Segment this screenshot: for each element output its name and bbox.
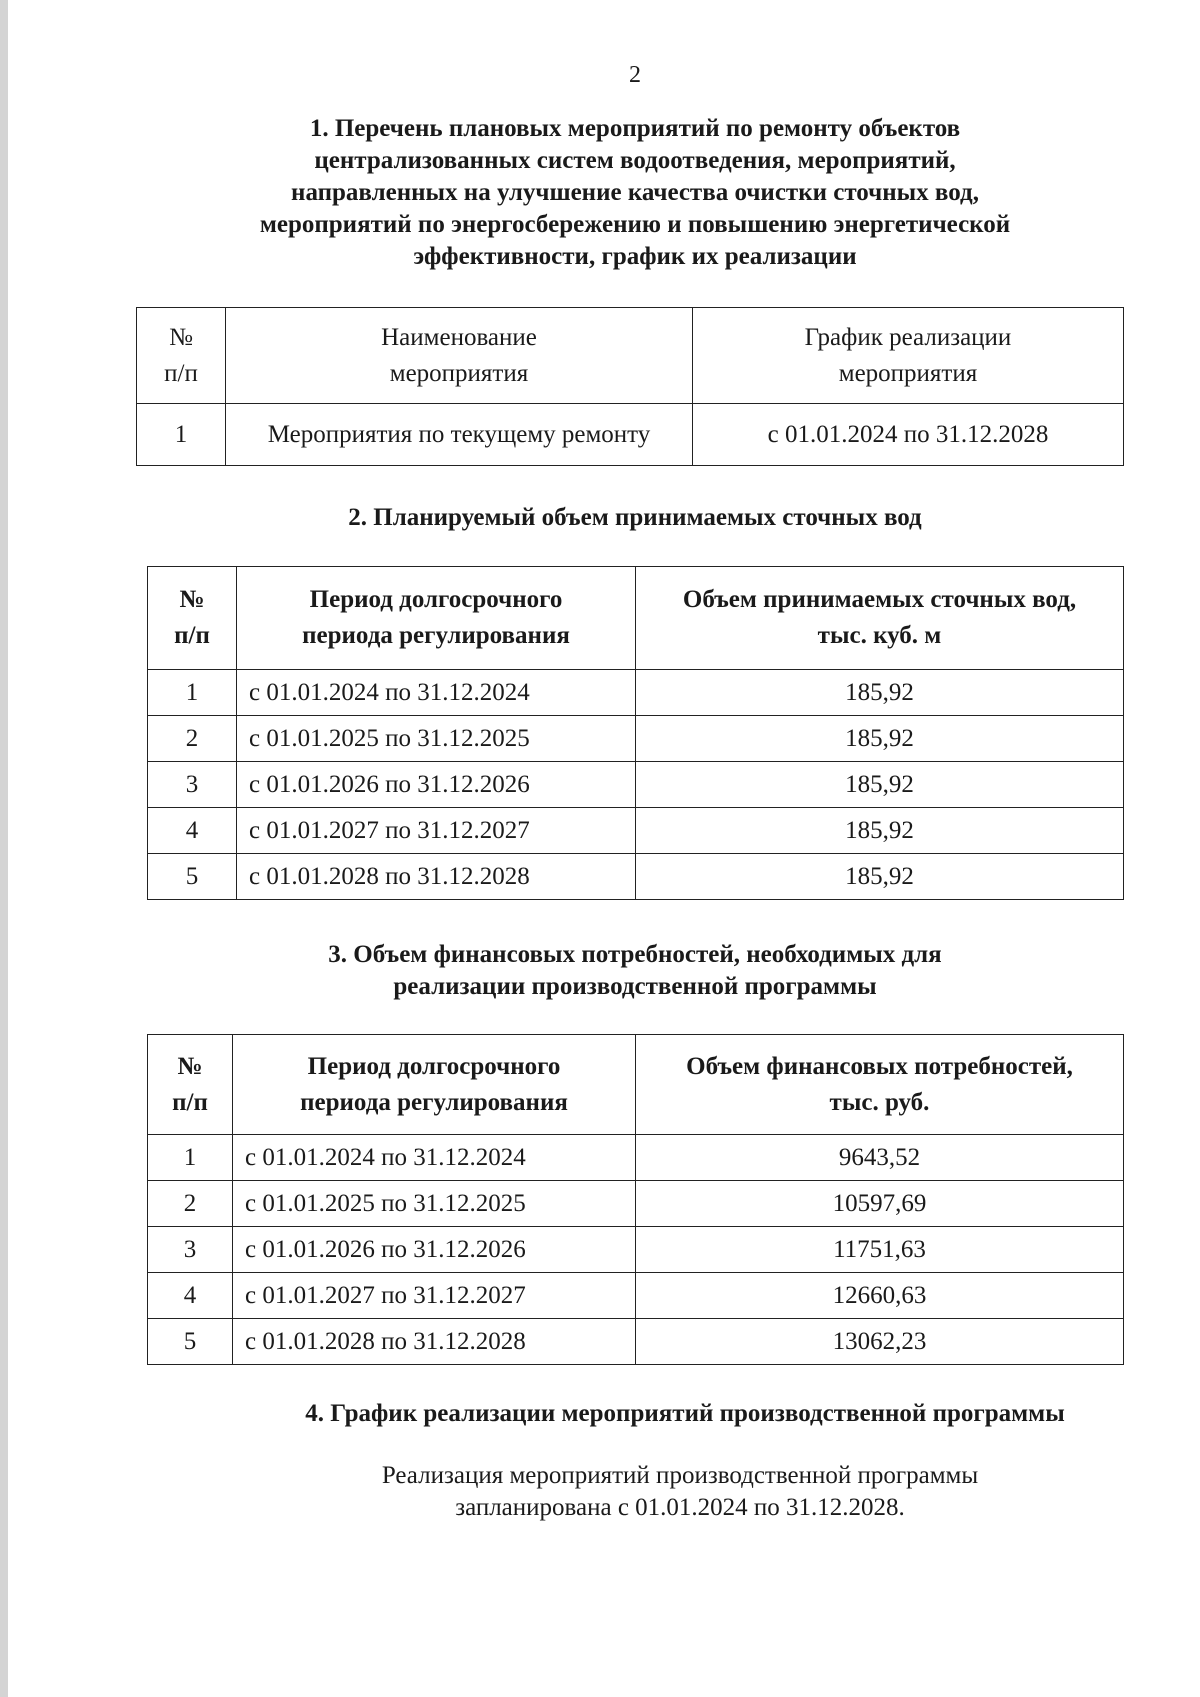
cell-volume: 185,92 [636, 762, 1124, 808]
cell-num: 1 [137, 404, 226, 466]
section3-title-line: реализации производственной программы [393, 973, 877, 1000]
cell-num: 5 [148, 854, 237, 900]
header-finance-line: тыс. руб. [829, 1088, 930, 1116]
header-num-line: п/п [172, 1088, 208, 1116]
paragraph-line: Реализация мероприятий производственной программы [381, 1462, 979, 1489]
header-finance-line: Объем финансовых потребностей, [686, 1052, 1073, 1080]
header-num [148, 567, 237, 670]
header-period-line: периода регулирования [302, 622, 570, 649]
cell-period: с 01.01.2025 по 31.12.2025 [233, 1181, 636, 1227]
header-name-line: мероприятия [389, 359, 529, 387]
cell-period: с 01.01.2025 по 31.12.2025 [237, 716, 636, 762]
paragraph-line: запланирована с 01.01.2024 по 31.12.2028. [455, 1494, 905, 1521]
cell-finance: 13062,23 [636, 1319, 1124, 1365]
header-schedule-line: График реализации [804, 323, 1012, 351]
table-header-row [148, 567, 1124, 670]
cell-volume: 185,92 [636, 670, 1124, 716]
section1-title-line: направленных на улучшение качества очистки сточных вод, [291, 179, 979, 206]
header-name-line: Наименование [381, 323, 537, 351]
table-row [148, 716, 1124, 762]
section4-title-text: 4. График реализации мероприятий производственной программы [305, 1400, 1065, 1427]
financial-needs-table [147, 1034, 1124, 1365]
section2-title-text: 2. Планируемый объем принимаемых сточных вод [348, 504, 922, 531]
header-volume [636, 567, 1124, 670]
header-num [148, 1035, 233, 1135]
header-period-line: Период долгосрочного [309, 586, 563, 613]
table-row [148, 1319, 1124, 1365]
table-row [148, 762, 1124, 808]
cell-num: 1 [148, 670, 237, 716]
cell-finance: 11751,63 [636, 1227, 1124, 1273]
header-num-line: № [179, 586, 205, 613]
header-name [226, 308, 693, 404]
section1-title-line: централизованных систем водоотведения, мероприятий, [314, 147, 956, 174]
table-row [137, 404, 1124, 466]
header-volume-line: тыс. куб. м [817, 622, 942, 649]
cell-finance: 9643,52 [636, 1135, 1124, 1181]
cell-period: с 01.01.2024 по 31.12.2024 [237, 670, 636, 716]
header-schedule [693, 308, 1124, 404]
table-row [148, 1181, 1124, 1227]
section1-title-line: мероприятий по энергосбережению и повышению энергетической [259, 211, 1011, 238]
cell-period: с 01.01.2026 по 31.12.2026 [233, 1227, 636, 1273]
table-header-row [148, 1035, 1124, 1135]
cell-period: с 01.01.2028 по 31.12.2028 [237, 854, 636, 900]
cell-finance: 12660,63 [636, 1273, 1124, 1319]
table-row [148, 808, 1124, 854]
section2-title [130, 502, 1140, 534]
table-row [148, 1273, 1124, 1319]
cell-period: с 01.01.2028 по 31.12.2028 [233, 1319, 636, 1365]
section1-title-line: 1. Перечень плановых мероприятий по ремонту объектов [309, 115, 961, 142]
scan-edge [0, 0, 8, 1697]
header-volume-line: Объем принимаемых сточных вод, [682, 586, 1077, 613]
cell-name: Мероприятия по текущему ремонту [226, 404, 693, 466]
cell-period: с 01.01.2027 по 31.12.2027 [237, 808, 636, 854]
cell-num: 5 [148, 1319, 233, 1365]
header-period-line: Период долгосрочного [307, 1052, 561, 1080]
cell-volume: 185,92 [636, 716, 1124, 762]
measures-table [136, 307, 1124, 466]
section1-title-line: эффективности, график их реализации [413, 243, 857, 270]
table-row [148, 670, 1124, 716]
cell-period: с 01.01.2024 по 31.12.2024 [233, 1135, 636, 1181]
implementation-paragraph [200, 1460, 1160, 1524]
cell-num: 4 [148, 808, 237, 854]
table-row [148, 854, 1124, 900]
header-num-line: № [169, 323, 193, 351]
table-row [148, 1227, 1124, 1273]
cell-volume: 185,92 [636, 808, 1124, 854]
section1-title [130, 113, 1140, 273]
cell-volume: 185,92 [636, 854, 1124, 900]
header-finance [636, 1035, 1124, 1135]
section3-title [130, 939, 1140, 1003]
page-number: 2 [629, 62, 641, 88]
cell-num: 3 [148, 762, 237, 808]
cell-num: 1 [148, 1135, 233, 1181]
header-num-line: п/п [164, 359, 198, 387]
header-num-line: № [177, 1052, 203, 1080]
header-period [233, 1035, 636, 1135]
table-row [148, 1135, 1124, 1181]
header-period-line: периода регулирования [300, 1088, 568, 1116]
header-num [137, 308, 226, 404]
section4-title [120, 1398, 1200, 1430]
cell-num: 2 [148, 1181, 233, 1227]
cell-schedule: с 01.01.2024 по 31.12.2028 [693, 404, 1124, 466]
wastewater-volume-table [147, 566, 1124, 900]
header-num-line: п/п [174, 622, 210, 649]
cell-num: 4 [148, 1273, 233, 1319]
cell-period: с 01.01.2027 по 31.12.2027 [233, 1273, 636, 1319]
cell-period: с 01.01.2026 по 31.12.2026 [237, 762, 636, 808]
table-header-row [137, 308, 1124, 404]
section3-title-line: 3. Объем финансовых потребностей, необходимых для [328, 941, 942, 968]
cell-finance: 10597,69 [636, 1181, 1124, 1227]
cell-num: 3 [148, 1227, 233, 1273]
header-schedule-line: мероприятия [838, 359, 978, 387]
cell-num: 2 [148, 716, 237, 762]
header-period [237, 567, 636, 670]
